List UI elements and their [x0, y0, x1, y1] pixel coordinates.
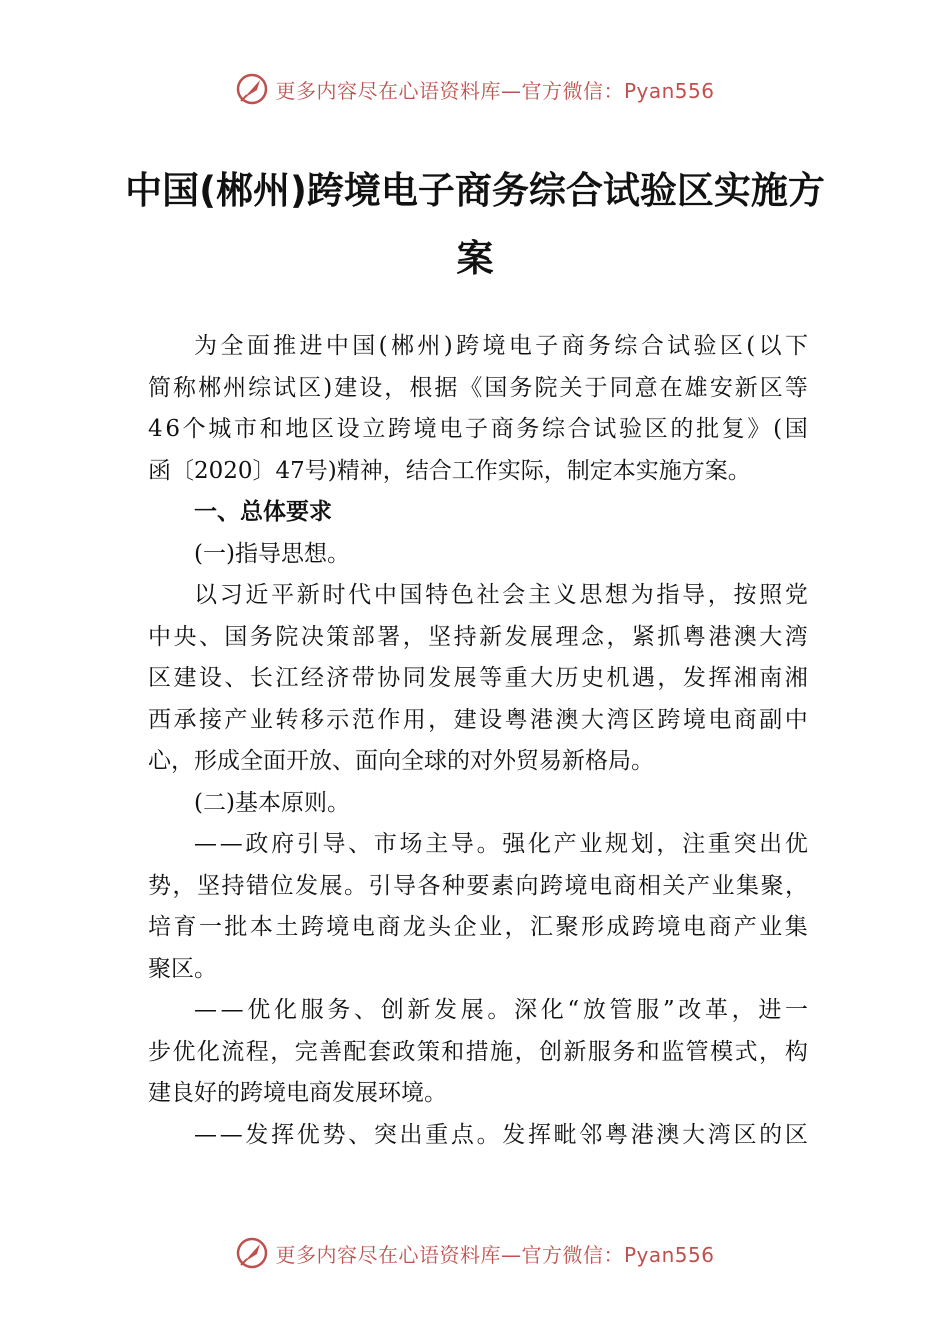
body-text-line: 步 优 化 流 程 ， 完 善 配 套 政 策 和 措 施 ， 创 新 服 务 和 监 管 模 式 ， 构	[148, 1038, 808, 1065]
body-text-line: 简 称 郴 州 综 试 区 ) 建 设 ， 根 据 《 国 务 院 关 于 同 意 在 雄 安 新 区 等	[148, 374, 808, 401]
watermark-text: 更多内容尽在心语资料库—官方微信：Pyan556	[275, 78, 715, 103]
body-text-line: (二)基本原则。	[194, 789, 350, 816]
body-text-line: 中 央 、 国 务 院 决 策 部 署 ， 坚 持 新 发 展 理 念 ， 紧 抓 粤 港 澳 大 湾	[148, 623, 808, 650]
watermark-banner-bottom	[0, 1236, 950, 1270]
document-body	[148, 326, 808, 1156]
body-text-line: — — 优 化 服 务 、 创 新 发 展 。 深 化 “ 放 管 服 ” 改 革 ， 进 一	[194, 997, 808, 1023]
body-text-line: — — 发 挥 优 势 、 突 出 重 点 。 发 挥 毗 邻 粤 港 澳 大 湾 区 的 区	[194, 1121, 808, 1148]
body-text-line: 以 习 近 平 新 时 代 中 国 特 色 社 会 主 义 思 想 为 指 导 ， 按 照 党	[194, 582, 808, 608]
body-text-line: — — 政 府 引 导 、 市 场 主 导 。 强 化 产 业 规 划 ， 注 重 突 出 优	[194, 831, 808, 857]
body-text-line: 为 全 面 推 进 中 国 ( 郴 州 ) 跨 境 电 子 商 务 综 合 试 验 区 ( 以 下	[194, 333, 808, 359]
body-text-line: 区 建 设 、 长 江 经 济 带 协 同 发 展 等 重 大 历 史 机 遇 ， 发 挥 湘 南 湘	[148, 665, 808, 691]
body-text-line: 培 育 一 批 本 土 跨 境 电 商 龙 头 企 业 ， 汇 聚 形 成 跨 境 电 商 产 业 集	[148, 914, 808, 940]
body-text-line: 聚区。	[148, 955, 217, 982]
section-heading: 一、总体要求	[194, 499, 332, 525]
body-text-line: 势 ， 坚 持 错 位 发 展 。 引 导 各 种 要 素 向 跨 境 电 商 相 关 产 业 集 聚 ，	[148, 872, 808, 899]
body-text-line: 西 承 接 产 业 转 移 示 范 作 用 ， 建 设 粤 港 澳 大 湾 区 跨 境 电 商 副 中	[148, 706, 808, 733]
body-text-line: 函〔2020〕47号)精神，结合工作实际，制定本实施方案。	[148, 457, 751, 484]
body-text-line: 4 6 个 城 市 和 地 区 设 立 跨 境 电 子 商 务 综 合 试 验 区 的 批 复 》 ( 国	[148, 416, 808, 442]
body-text-line: 心，形成全面开放、面向全球的对外贸易新格局。	[148, 748, 654, 774]
body-text-line: (一)指导思想。	[194, 540, 350, 567]
quill-logo-icon	[235, 1236, 269, 1270]
document-title-line-2: 案	[456, 237, 494, 280]
document-title-line-1: 中国(郴州)跨境电子商务综合试验区实施方	[125, 169, 825, 212]
quill-logo-icon	[235, 72, 269, 106]
watermark-banner-top	[0, 72, 950, 106]
watermark-text: 更多内容尽在心语资料库—官方微信：Pyan556	[275, 1242, 715, 1267]
body-text-line: 建良好的跨境电商发展环境。	[148, 1080, 447, 1106]
